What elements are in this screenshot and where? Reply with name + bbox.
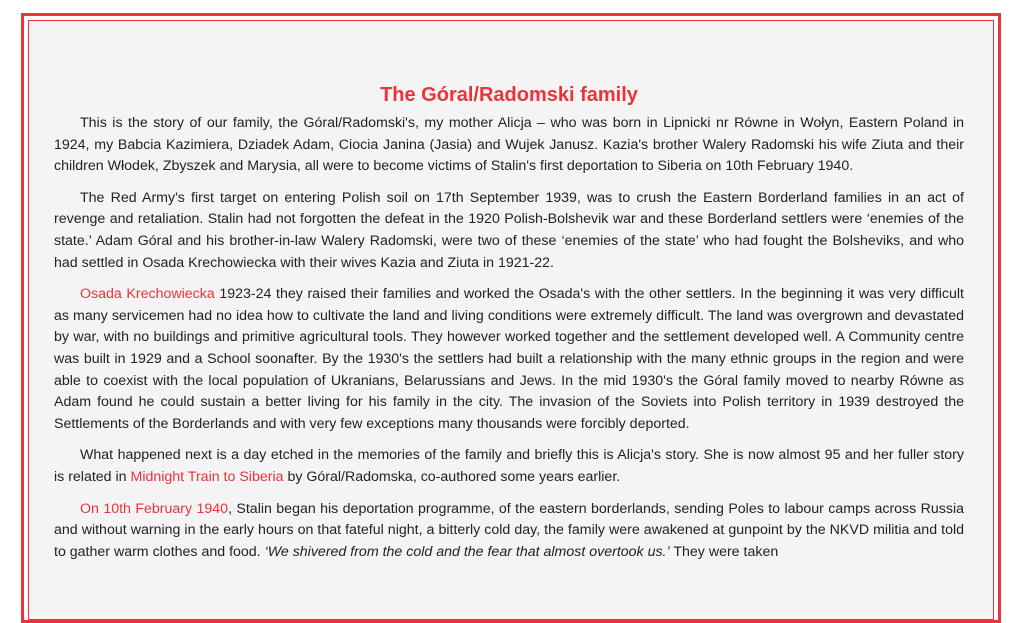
paragraph-osada-text: 1923-24 they raised their families and worked the Osada's with the other settlers. In the beginning it was very difficult as many servicemen had no idea how to cultivate the land and living conditions were extremely difficult. The land was overgrown and devastated by war, with no buildings and primitive agricultural tools. They however worked together and the settlement developed well. A Community centre was built in 1929 and a School soonafter. By the 1930's the settlers had built a relationship with the many ethnic groups in the region and were able to coexist with the local population of Ukranians, Belarussians and Jews. In the mid 1930's the Góral family moved to nearby Równe as Adam found he could sustain a better living for his family in the city. The invasion of the Soviets into Polish territory in 1939 destroyed the Settlements of the Borderlands and with very few exceptions many thousands were forcibly deported. (54, 286, 965, 432)
paragraph-osada (54, 284, 964, 435)
osada-krechowiecka-link[interactable]: Osada Krechowiecka (80, 286, 215, 303)
paragraph-deportation (54, 499, 964, 564)
february-1940-link[interactable]: On 10th February 1940 (80, 500, 229, 517)
paragraph-alicja-story (54, 445, 964, 488)
paragraph-alicja-text-after: by Góral/Radomska, co-authored some years earlier. (283, 468, 621, 485)
paragraph-red-army-text: The Red Army's first target on entering Polish soil on 17th September 1939, was to crush the Eastern Borderland families in an act of revenge and retaliation. Stalin had not forgotten the defeat in the 1920 Polish-Bolshevik war and these Borderland settlers were ‘enemies of the state.’ Adam Góral and his brother-in-law Walery Radomski, were two of these ‘enemies of the state’ who had fought the Bolsheviks, and who had settled in Osada Krechowiecka with their wives Kazia and Ziuta in 1921-22. (54, 189, 964, 271)
page-title: The Góral/Radomski family (380, 84, 638, 106)
paragraph-intro (54, 113, 964, 178)
deportation-quote: ‘We shivered from the cold and the fear that almost overtook us.’ (264, 543, 670, 560)
paragraph-deportation-text: , Stalin began his deportation programme, of the eastern borderlands, sending Poles to labour camps across Russia and without warning in the early hours on that fateful night, a bitterly cold day, the family were awakened at gunpoint by the NKVD militia and told to gather warm clothes and food. (54, 500, 965, 560)
paragraph-deportation-text-after: They were taken (669, 543, 779, 560)
paragraph-alicja-text-before: What happened next is a day etched in the memories of the family and briefly this is Alicja's story. She is now almost 95 and her fuller story is related in (54, 447, 964, 485)
paragraph-intro-text: This is the story of our family, the Góral/Radomski's, my mother Alicja – who was born in Lipnicki nr Równe in Wołyn, Eastern Poland in 1924, my Babcia Kazimiera, Dziadek Adam, Ciocia Janina (Jasia) and Wujek Janusz. Kazia's brother Walery Radomski his wife Ziuta and their children Włodek, Zbyszek and Marysia, all were to become victims of Stalin's first deportation to Siberia on 10th February 1940. (54, 115, 964, 175)
paragraph-red-army (54, 188, 964, 274)
midnight-train-link[interactable]: Midnight Train to Siberia (130, 468, 284, 485)
article-body (54, 80, 964, 573)
